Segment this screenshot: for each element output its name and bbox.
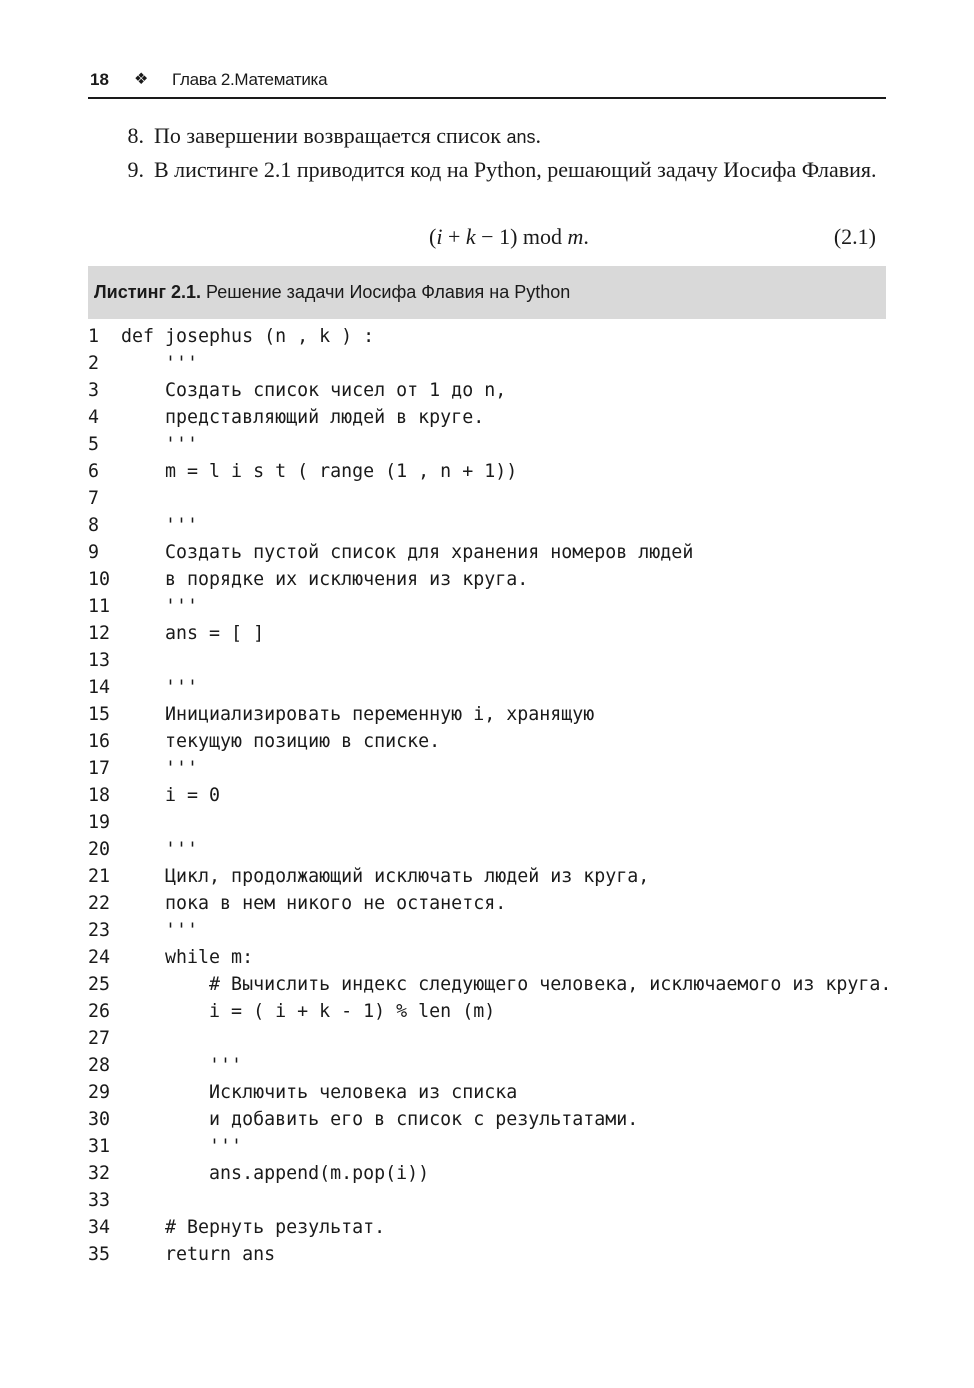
code-text: def josephus (n , k ) :: [121, 326, 375, 347]
line-number: 17: [88, 758, 111, 779]
code-line: [88, 1187, 928, 1214]
line-number: 3: [88, 380, 100, 401]
line-number: 16: [88, 731, 111, 752]
listing-title: Решение задачи Иосифа Флавия на Python: [200, 282, 571, 302]
line-number: 35: [88, 1244, 111, 1265]
code-text: текущую позицию в списке.: [121, 731, 441, 752]
code-text: ''': [121, 920, 199, 941]
code-line: [88, 1214, 928, 1241]
line-number: 29: [88, 1082, 111, 1103]
line-number: 4: [88, 407, 100, 428]
code-line: [88, 728, 928, 755]
code-line: [88, 539, 928, 566]
numbered-list: [88, 122, 886, 189]
list-item: [88, 156, 886, 184]
code-line: [88, 1133, 928, 1160]
code-line: [88, 458, 928, 485]
code-text: пока в нем никого не останется.: [121, 893, 507, 914]
code-text: Инициализировать переменную i, хранящую: [121, 704, 595, 725]
code-line: [88, 674, 928, 701]
code-listing: [88, 323, 928, 1268]
code-text: i = 0: [121, 785, 221, 806]
formula-block: [88, 224, 886, 252]
line-number: 18: [88, 785, 111, 806]
list-item-text-end: .: [535, 123, 542, 148]
line-number: 34: [88, 1217, 111, 1238]
code-text: m = l i s t ( range (1 , n + 1)): [121, 461, 518, 482]
line-number: 6: [88, 461, 100, 482]
line-number: 22: [88, 893, 111, 914]
line-number: 25: [88, 974, 111, 995]
line-number: 31: [88, 1136, 111, 1157]
line-number: 27: [88, 1028, 111, 1049]
code-line: [88, 1079, 928, 1106]
line-number: 10: [88, 569, 111, 590]
code-line: [88, 1160, 928, 1187]
equation-number: (2.1): [833, 224, 876, 249]
code-line: [88, 917, 928, 944]
code-text: ''': [121, 434, 199, 455]
list-item-number: 8.: [127, 123, 144, 148]
code-line: [88, 998, 928, 1025]
line-number: 14: [88, 677, 111, 698]
code-text: i = ( i + k - 1) % len (m): [121, 1001, 496, 1022]
code-line: [88, 647, 928, 674]
line-number: 23: [88, 920, 111, 941]
line-number: 8: [88, 515, 100, 536]
line-number: 32: [88, 1163, 111, 1184]
code-text: ''': [121, 1055, 243, 1076]
ornament-icon: ❖: [134, 71, 149, 88]
code-text: # Вернуть результат.: [121, 1217, 386, 1238]
code-line: [88, 404, 928, 431]
line-number: 21: [88, 866, 111, 887]
line-number: 1: [88, 326, 100, 347]
code-line: [88, 944, 928, 971]
code-line: [88, 701, 928, 728]
code-line: [88, 431, 928, 458]
code-text: ''': [121, 839, 199, 860]
code-text: # Вычислить индекс следующего человека, исключаемого из круга.: [121, 974, 892, 995]
code-text: return ans: [121, 1244, 276, 1265]
code-text: ''': [121, 1136, 243, 1157]
list-item-number: 9.: [127, 157, 144, 182]
code-line: [88, 377, 928, 404]
code-text: Создать список чисел от 1 до n,: [121, 380, 507, 401]
code-text: ans.append(m.pop(i)): [121, 1163, 430, 1184]
line-number: 12: [88, 623, 111, 644]
list-item-text: В листинге 2.1 приводится код на Python, решающий задачу Иосифа Флавия.: [154, 157, 877, 182]
code-line: [88, 350, 928, 377]
code-line: [88, 566, 928, 593]
code-text: и добавить его в список с результатами.: [121, 1109, 639, 1130]
line-number: 26: [88, 1001, 111, 1022]
chapter-title: Глава 2.Математика: [172, 70, 328, 89]
code-text: while m:: [121, 947, 254, 968]
code-text: ''': [121, 758, 199, 779]
code-text: ''': [121, 515, 199, 536]
code-text: в порядке их исключения из круга.: [121, 569, 529, 590]
page-number: 18: [90, 70, 109, 89]
code-line: [88, 836, 928, 863]
line-number: 28: [88, 1055, 111, 1076]
line-number: 20: [88, 839, 111, 860]
code-line: [88, 485, 928, 512]
code-line: [88, 1025, 928, 1052]
inline-code: ans: [506, 127, 536, 147]
code-line: [88, 809, 928, 836]
code-line: [88, 755, 928, 782]
line-number: 15: [88, 704, 111, 725]
code-text: ''': [121, 677, 199, 698]
code-line: [88, 1052, 928, 1079]
code-line: [88, 620, 928, 647]
line-number: 5: [88, 434, 100, 455]
code-line: [88, 1106, 928, 1133]
code-line: [88, 890, 928, 917]
line-number: 30: [88, 1109, 111, 1130]
list-item-text: По завершении возвращается список: [154, 123, 507, 148]
code-line: [88, 593, 928, 620]
line-number: 24: [88, 947, 111, 968]
line-number: 2: [88, 353, 100, 374]
code-line: [88, 512, 928, 539]
code-line: [88, 1241, 928, 1268]
listing-label: Листинг 2.1.: [94, 282, 201, 302]
code-text: ans = [ ]: [121, 623, 265, 644]
code-text: Цикл, продолжающий исключать людей из круга,: [121, 866, 650, 887]
line-number: 33: [88, 1190, 111, 1211]
code-text: ''': [121, 353, 199, 374]
line-number: 13: [88, 650, 111, 671]
line-number: 19: [88, 812, 111, 833]
line-number: 11: [88, 596, 111, 617]
code-text: Исключить человека из списка: [121, 1082, 518, 1103]
list-item: [88, 122, 886, 151]
code-text: представляющий людей в круге.: [121, 407, 485, 428]
line-number: 7: [88, 488, 100, 509]
page-header: [88, 68, 886, 99]
line-number: 9: [88, 542, 100, 563]
formula-expression: (i + k − 1) mod m.: [429, 224, 589, 249]
code-text: ''': [121, 596, 199, 617]
code-line: [88, 323, 928, 350]
code-line: [88, 782, 928, 809]
listing-caption: [88, 266, 886, 319]
code-text: Создать пустой список для хранения номеров людей: [121, 542, 694, 563]
code-line: [88, 971, 928, 998]
code-line: [88, 863, 928, 890]
